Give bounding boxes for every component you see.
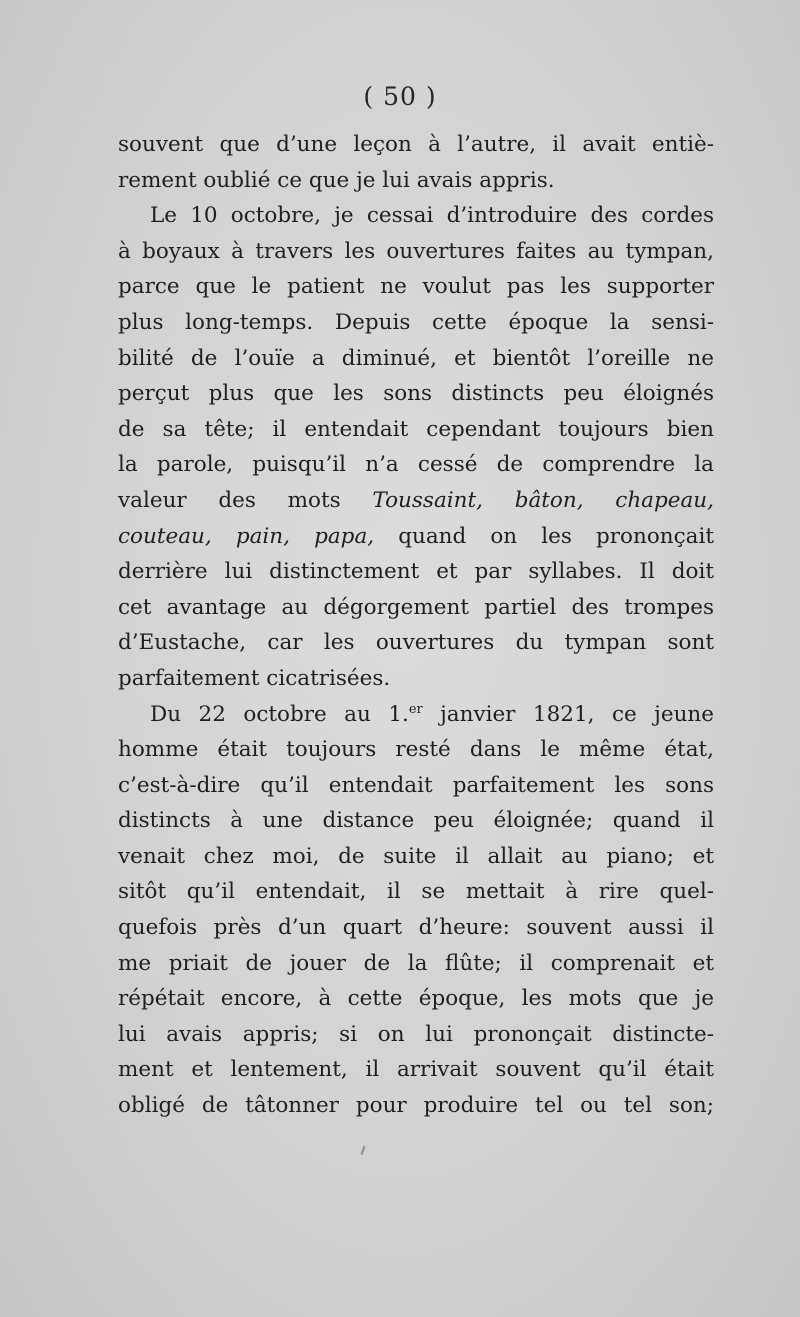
- italic-word: bâton,: [514, 487, 584, 513]
- paragraph-start-line: [118, 697, 714, 733]
- text-line: souvent que d’une leçon à l’autre, il avait entiè-: [118, 132, 714, 157]
- body-text: [118, 127, 714, 1124]
- text-line: plus long-temps. Depuis cette époque la sensi-: [118, 309, 714, 335]
- text-line: parce que le patient ne voulut pas les supporter: [118, 274, 714, 300]
- text-line: d’Eustache, car les ouvertures du tympan sont: [118, 630, 714, 656]
- italic-word: couteau,: [118, 523, 212, 549]
- text-line: la parole, puisqu’il n’a cessé de comprendre la: [118, 452, 714, 478]
- text-line: quefois près d’un quart d’heure: souvent aussi il: [118, 915, 714, 941]
- text-line: c’est-à-dire qu’il entendait parfaitement les sons: [118, 772, 714, 798]
- text-line: rement oublié ce que je lui avais appris.: [118, 167, 555, 193]
- text-line: obligé de tâtonner pour produire tel ou tel son;: [118, 1093, 714, 1119]
- italic-word: papa,: [314, 523, 375, 549]
- text-line: sitôt qu’il entendait, il se mettait à rire quel-: [118, 879, 714, 905]
- text-run: Du 22 octobre au 1.: [150, 701, 409, 727]
- text-line: [118, 483, 714, 519]
- text-line: de sa tête; il entendait cependant toujours bien: [118, 416, 714, 442]
- text-line: homme était toujours resté dans le même état,: [118, 737, 714, 763]
- text-line: ment et lentement, il arrivait souvent qu’il était: [118, 1057, 714, 1083]
- text-line: bilité de l’ouïe a diminué, et bientôt l’oreille ne: [118, 345, 714, 371]
- text-line: [118, 519, 714, 555]
- text-line: répétait encore, à cette époque, les mots que je: [118, 986, 714, 1012]
- italic-word: chapeau,: [615, 487, 714, 513]
- text-line: lui avais appris; si on lui prononçait distincte-: [118, 1021, 714, 1047]
- text-line: parfaitement cicatrisées.: [118, 665, 391, 691]
- text-run: janvier 1821, ce jeune: [422, 701, 714, 727]
- text-line: cet avantage au dégorgement partiel des trompes: [118, 594, 714, 620]
- text-line: venait chez moi, de suite il allait au piano; et: [118, 843, 714, 869]
- italic-word: Toussaint,: [372, 487, 483, 513]
- superscript: er: [408, 701, 423, 717]
- text-run: valeur des mots: [118, 487, 373, 513]
- text-line: derrière lui distinctement et par syllabes. Il doit: [118, 559, 714, 585]
- paragraph-start-line: Le 10 octobre, je cessai d’introduire des cordes: [150, 203, 714, 229]
- text-run: quand on les prononçait: [374, 523, 714, 549]
- italic-word: pain,: [235, 523, 290, 549]
- paper-speck: [361, 1146, 366, 1155]
- text-line: me priait de jouer de la flûte; il comprenait et: [118, 950, 714, 976]
- text-line: à boyaux à travers les ouvertures faites au tympan,: [118, 238, 714, 264]
- text-line: distincts à une distance peu éloignée; quand il: [118, 808, 714, 834]
- page-number: ( 50 ): [363, 82, 437, 111]
- text-line: perçut plus que les sons distincts peu éloignés: [118, 381, 714, 407]
